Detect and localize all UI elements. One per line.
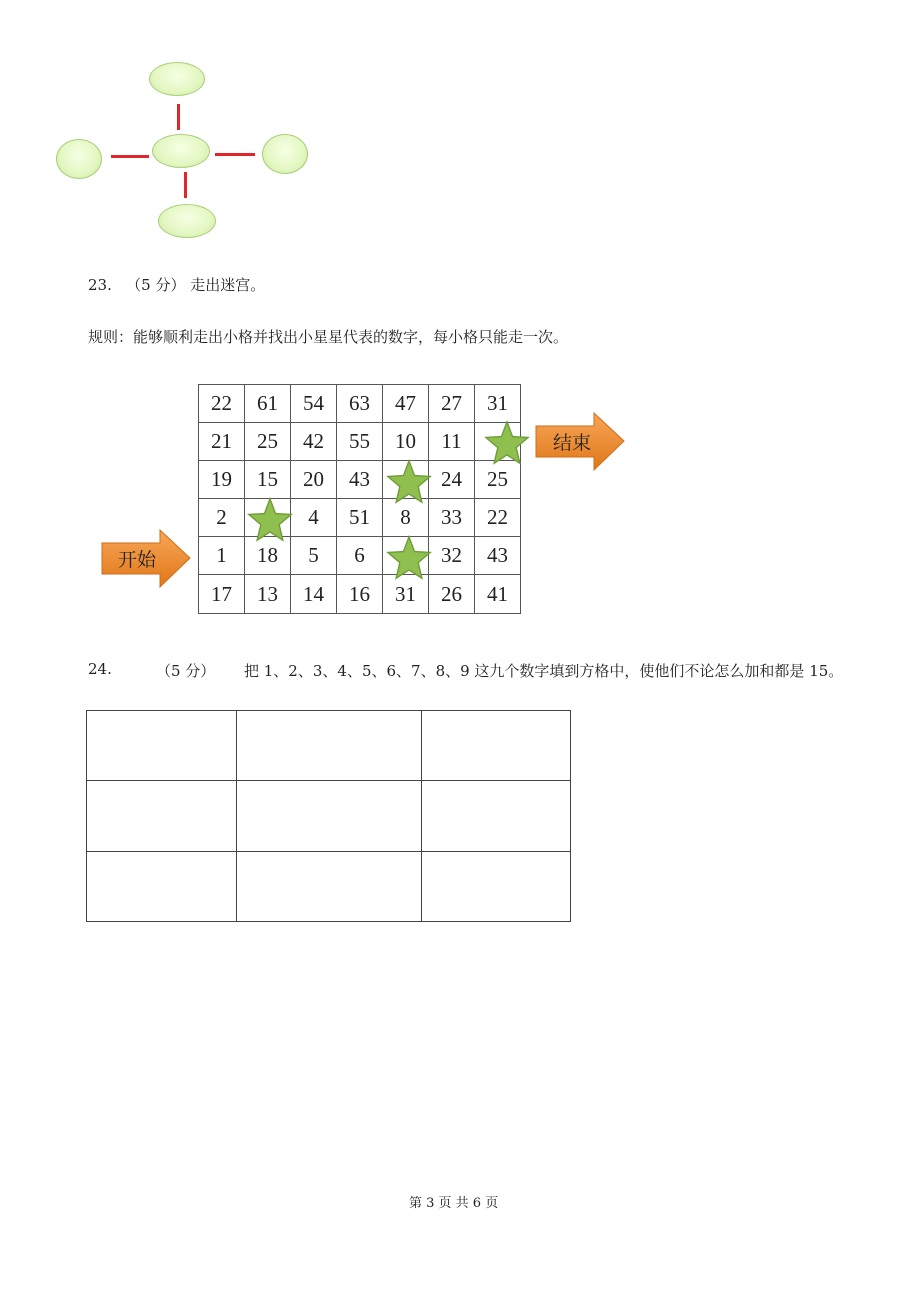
- q23-header: [88, 274, 265, 295]
- maze-cell[interactable]: 25: [245, 423, 291, 461]
- maze-cell[interactable]: 16: [337, 575, 383, 614]
- maze-cell[interactable]: 24: [429, 461, 475, 499]
- oval-top: [149, 62, 205, 96]
- maze-cell[interactable]: 25: [475, 461, 521, 499]
- grid-cell[interactable]: [422, 781, 571, 852]
- q24-score: （5 分）: [156, 662, 216, 680]
- end-label: 结束: [553, 432, 592, 454]
- star-icon: [247, 497, 293, 543]
- grid-cell[interactable]: [87, 852, 237, 922]
- maze-cell[interactable]: 1: [199, 537, 245, 575]
- grid-cell[interactable]: [237, 781, 422, 852]
- maze-cell[interactable]: 11: [429, 423, 475, 461]
- maze-cell[interactable]: 61: [245, 385, 291, 423]
- maze-cell[interactable]: 27: [429, 385, 475, 423]
- maze-cell[interactable]: 18: [245, 537, 291, 575]
- star-icon: [386, 459, 432, 505]
- maze-cell[interactable]: 15: [245, 461, 291, 499]
- q24-number: 24.: [88, 660, 112, 678]
- maze-cell[interactable]: 10: [383, 423, 429, 461]
- maze-cell[interactable]: 32: [429, 537, 475, 575]
- star-icon: [386, 535, 432, 581]
- page-footer: 第 3 页 共 6 页: [409, 1196, 499, 1211]
- connector-left: [111, 155, 149, 158]
- q23-title: 走出迷宫。: [190, 276, 266, 294]
- maze-cell[interactable]: 31: [383, 575, 429, 614]
- maze-cell[interactable]: 26: [429, 575, 475, 614]
- grid-cell[interactable]: [87, 781, 237, 852]
- maze-cell[interactable]: 13: [245, 575, 291, 614]
- grid-cell[interactable]: [237, 711, 422, 781]
- maze-cell[interactable]: 21: [199, 423, 245, 461]
- maze-cell[interactable]: 55: [337, 423, 383, 461]
- maze-row: [199, 575, 521, 614]
- maze-row: [199, 385, 521, 423]
- maze-cell[interactable]: 5: [291, 537, 337, 575]
- oval-bottom: [158, 204, 216, 238]
- grid-cell[interactable]: [422, 711, 571, 781]
- maze-cell[interactable]: 19: [199, 461, 245, 499]
- maze-cell[interactable]: 4: [291, 499, 337, 537]
- maze-cell[interactable]: 33: [429, 499, 475, 537]
- maze-cell[interactable]: 51: [337, 499, 383, 537]
- maze-cell[interactable]: 41: [475, 575, 521, 614]
- maze-row: [199, 461, 521, 499]
- maze-cell[interactable]: 63: [337, 385, 383, 423]
- grid-cell[interactable]: [422, 852, 571, 922]
- oval-right: [262, 134, 308, 174]
- connector-top: [177, 104, 180, 130]
- connector-bottom: [184, 172, 187, 198]
- q24-text: 把 1、2、3、4、5、6、7、8、9 这九个数字填到方格中，使他们不论怎么加和都是 15。: [244, 662, 844, 680]
- maze-cell[interactable]: 22: [475, 499, 521, 537]
- maze-cell[interactable]: 42: [291, 423, 337, 461]
- q23-score: （5 分）: [126, 276, 186, 294]
- q23-number: 23.: [88, 276, 112, 294]
- maze-cell[interactable]: 14: [291, 575, 337, 614]
- maze-cell[interactable]: 43: [337, 461, 383, 499]
- cross-diagram: [50, 58, 320, 248]
- maze-cell[interactable]: 22: [199, 385, 245, 423]
- oval-left: [56, 139, 102, 179]
- maze-row: [199, 423, 521, 461]
- maze-cell[interactable]: 47: [383, 385, 429, 423]
- grid-cell[interactable]: [87, 711, 237, 781]
- oval-center: [152, 134, 210, 168]
- maze-cell[interactable]: 31: [475, 385, 521, 423]
- maze-cell[interactable]: 54: [291, 385, 337, 423]
- maze-cell[interactable]: 17: [199, 575, 245, 614]
- maze-cell[interactable]: 20: [291, 461, 337, 499]
- maze-cell[interactable]: 6: [337, 537, 383, 575]
- star-icon: [484, 420, 530, 466]
- maze-cell[interactable]: 43: [475, 537, 521, 575]
- maze-cell[interactable]: 8: [383, 499, 429, 537]
- maze-cell[interactable]: 2: [199, 499, 245, 537]
- grid-cell[interactable]: [237, 852, 422, 922]
- magic-square-grid: [86, 710, 571, 922]
- connector-right: [215, 153, 255, 156]
- start-label: 开始: [118, 549, 157, 571]
- q23-rule: 规则：能够顺利走出小格并找出小星星代表的数字，每小格只能走一次。: [88, 328, 569, 346]
